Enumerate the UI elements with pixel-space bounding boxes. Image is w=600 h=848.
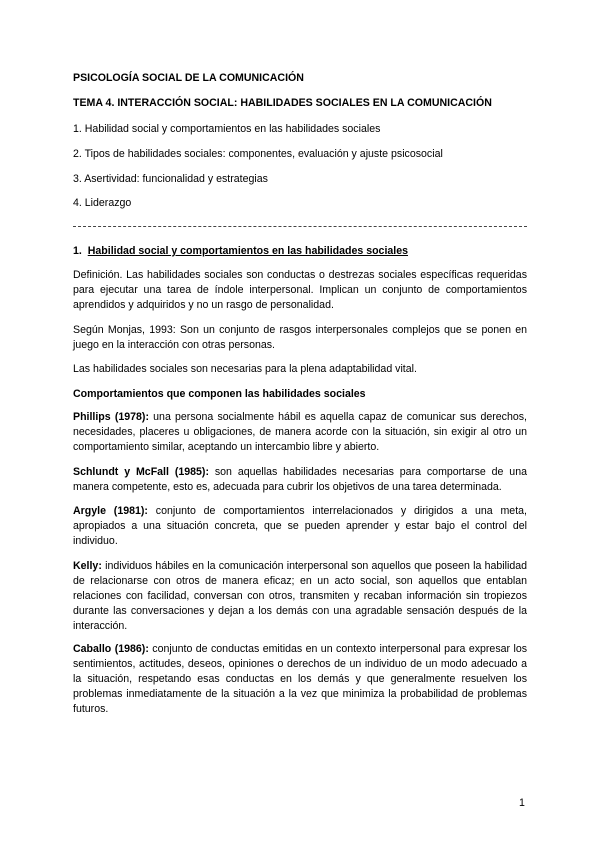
definition-paragraph: Definición. Las habilidades sociales son conductas o destrezas sociales específicas requeridas para ejecutar una tarea de índole interpersonal. Implican un conjunto de comportamientos aprendidos y adquiridos y no un rasgo de personalidad.: [73, 269, 527, 311]
section-divider: [73, 226, 527, 227]
index-item-4: 4. Liderazgo: [73, 197, 132, 209]
section-heading: [73, 243, 408, 259]
author-name: Schlundt y McFall (1985):: [73, 466, 209, 478]
monjas-paragraph: Según Monjas, 1993: Son un conjunto de rasgos interpersonales complejos que se ponen en juego en la interacción con otras personas.: [73, 324, 527, 351]
section-title: Habilidad social y comportamientos en las habilidades sociales: [87, 245, 409, 257]
page-number: 1: [519, 797, 525, 809]
author-definition-schlundt: [73, 465, 527, 495]
course-title: PSICOLOGÍA SOCIAL DE LA COMUNICACIÓN: [73, 72, 304, 84]
topic-title: TEMA 4. INTERACCIÓN SOCIAL: HABILIDADES SOCIALES EN LA COMUNICACIÓN: [73, 97, 492, 109]
necessary-paragraph: Las habilidades sociales son necesarias para la plena adaptabilidad vital.: [73, 363, 417, 375]
author-name: Argyle (1981):: [73, 505, 148, 517]
author-definition-phillips: [73, 410, 527, 455]
author-definition-kelly: [73, 559, 527, 634]
index-item-2: 2. Tipos de habilidades sociales: componentes, evaluación y ajuste psicosocial: [73, 148, 443, 160]
author-definition-argyle: [73, 504, 527, 549]
index-item-3: 3. Asertividad: funcionalidad y estrategias: [73, 173, 268, 185]
author-name: Kelly:: [73, 560, 102, 572]
subsection-heading: Comportamientos que componen las habilidades sociales: [73, 388, 366, 400]
author-name: Phillips (1978):: [73, 411, 149, 423]
index-item-1: 1. Habilidad social y comportamientos en las habilidades sociales: [73, 123, 381, 135]
author-text: individuos hábiles en la comunicación interpersonal son aquellos que poseen la habilidad de relacionarse con otros de manera eficaz; en un acto social, son aquellos que entablan relaciones con facilidad, conversan con otros, transmiten y recaban información sin tropiezos durante las conversaciones y dejan a los demás con una agradable sensación después de la interacción.: [73, 560, 527, 632]
author-definition-caballo: [73, 642, 527, 717]
author-name: Caballo (1986):: [73, 643, 149, 655]
section-number: 1.: [73, 245, 82, 257]
author-text: conjunto de comportamientos interrelacionados y dirigidos a una meta, apropiados a una situación concreta, que se pueden aprender y estar bajo el control del individuo.: [73, 505, 527, 547]
author-text: una persona socialmente hábil es aquella capaz de comunicar sus derechos, necesidades, placeres u obligaciones, de manera acorde con la situación, sin exigir al otro un comportamiento similar, aceptando un intercambio libre y abierto.: [73, 411, 527, 453]
author-text: conjunto de conductas emitidas en un contexto interpersonal para expresar los sentimientos, actitudes, deseos, opiniones o derechos de un individuo de un modo adecuado a la situación, respetando esas conductas en los demás y que generalmente resuelven los problemas inmediatamente de la situación a la vez que minimiza la probabilidad de problemas futuros.: [73, 643, 528, 715]
author-text: son aquellas habilidades necesarias para comportarse de una manera competente, esto es, adecuada para cubrir los objetivos de una tarea determinada.: [73, 466, 527, 493]
